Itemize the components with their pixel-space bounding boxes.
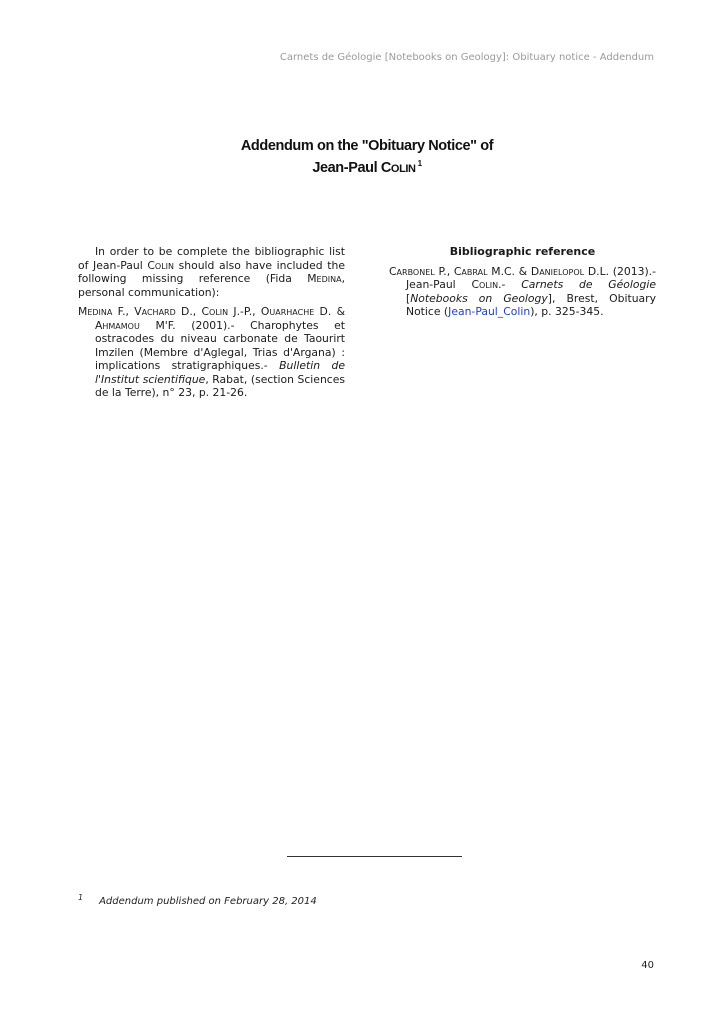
bibliographic-reference: Carbonel P., Cabral M.C. & Danielopol D.L. (2013).- Jean-Paul Colin.- Carnets de Géologie [Notebooks on Geology], Brest, Obituary Notice (Jean-Paul_Colin), p. 325-345. <box>389 264 656 318</box>
title-line-1: Addendum on the "Obituary Notice" of <box>240 138 494 154</box>
intro-paragraph: In order to be complete the bibliographic list of Jean-Paul Colin should also have included the following missing reference (Fida Medina, personal communication): <box>78 245 345 299</box>
footnote <box>78 893 317 907</box>
bibliographic-heading: Bibliographic reference <box>449 245 596 258</box>
right-column <box>389 245 656 319</box>
footnote-marker: 1 <box>78 893 84 902</box>
running-header: Carnets de Géologie [Notebooks on Geology]: Obituary notice - Addendum <box>279 52 654 63</box>
journal-title: Carnets de Géologie <box>521 278 656 291</box>
title-line-2 <box>0 155 724 178</box>
missing-reference: Medina F., Vachard D., Colin J.-P., Ouarhache D. & Ahmamou M'F. (2001).- Charophytes et ostracodes du niveau carbonate de Taourirt Imzilen (Membre d'Aglegal, Trias d'Argana) : implications stratigraphiques.- Bulletin de l'Institut scientifique, Rabat, (section Sciences de la Terre), n° 23, p. 21-26. <box>78 305 345 399</box>
left-column <box>78 245 345 400</box>
obituary-link[interactable]: Jean-Paul_Colin <box>448 305 531 318</box>
journal-title: Bulletin de l'Institut scientifique <box>95 359 345 386</box>
title-name: Jean-Paul <box>312 160 381 176</box>
title-surname-rest: OLIN <box>390 163 416 175</box>
author-colin: Colin <box>147 258 174 272</box>
page-number: 40 <box>641 960 654 971</box>
series-title: Notebooks on Geology <box>410 291 548 305</box>
title-footnote-marker: 1 <box>417 159 422 168</box>
page-title <box>0 138 724 178</box>
title-surname-initial: C <box>380 160 391 176</box>
footnote-divider <box>287 856 462 857</box>
author-medina: Medina <box>307 272 342 285</box>
footnote-text: Addendum published on February 28, 2014 <box>99 896 317 907</box>
